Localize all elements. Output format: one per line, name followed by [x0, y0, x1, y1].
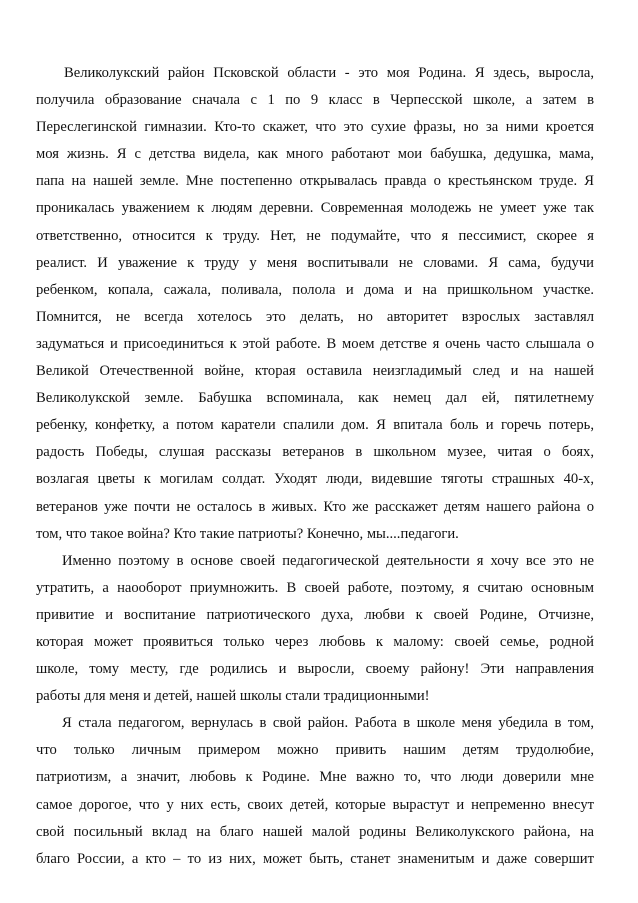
paragraph-1-line-18: том, что такое война? Кто такие патриоты? Конечно, мы....педагоги.: [36, 525, 459, 542]
paragraph-1-line-9: ребенком, копала, сажала, поливала, полола и дома и на пришкольном участке.: [36, 281, 594, 298]
paragraph-3-line-2: что только личным примером можно привить нашим детям трудолюбие,: [36, 742, 594, 759]
paragraph-1-line-7: ответственно, относится к труду. Нет, не подумайте, что я пессимист, скорее я: [36, 227, 594, 244]
paragraph-3-line-5: свой посильный вклад на благо нашей малой родины Великолукского района, на: [36, 823, 594, 840]
paragraph-1-line-14: ребенку, конфетку, а потом каратели спалили дом. Я впитала боль и горечь потерь,: [36, 417, 594, 434]
paragraph-1-line-11: задуматься и присоединиться к этой работе. В моем детстве я очень часто слышала о: [36, 335, 594, 352]
paragraph-3-line-3: патриотизм, а значит, любовь к Родине. Мне важно то, что люди доверили мне: [36, 769, 594, 786]
paragraph-1-line-16: возлагая цветы к могилам солдат. Уходят люди, видевшие тяготы страшных 40-х,: [36, 471, 594, 488]
paragraph-1-line-13: Великолукской земле. Бабушка вспоминала, как немец дал ей, пятилетнему: [36, 390, 594, 407]
paragraph-1-line-5: папа на нашей земле. Мне постепенно открывалась правда о крестьянском труде. Я: [36, 173, 594, 190]
paragraph-1-line-12: Великой Отечественной войне, кторая оставила неизгладимый след и на нашей: [36, 363, 594, 380]
paragraph-1-line-1: Великолукский район Псковской области - это моя Родина. Я здесь, выросла,: [64, 65, 594, 81]
paragraph-2-line-1: Именно поэтому в основе своей педагогической деятельности я хочу все это не: [62, 552, 594, 569]
paragraph-1-line-6: проникалась уважением к людям деревни. Современная молодежь не умеет уже так: [36, 200, 594, 217]
paragraph-1-line-17: ветеранов уже почти не осталось в живых. Кто же расскажет детям нашего района о: [36, 498, 594, 515]
paragraph-1-line-10: Помнится, не всегда хотелось это делать, но авторитет взрослых заставлял: [36, 308, 594, 325]
paragraph-1-line-8: реалист. И уважение к труду у меня воспитывали не словами. Я сама, будучи: [36, 254, 594, 271]
paragraph-2-line-6: работы для меня и детей, нашей школы стали традиционными!: [36, 688, 430, 705]
paragraph-3-line-1: Я стала педагогом, вернулась в свой район. Работа в школе меня убедила в том,: [62, 715, 594, 732]
paragraph-3-line-4: самое дорогое, что у них есть, своих детей, которые вырастут и непременно внесут: [36, 796, 594, 813]
paragraph-1-line-3: Переслегинской гимназии. Кто-то скажет, что это сухие фразы, но за ними кроется: [36, 119, 594, 136]
paragraph-1-line-4: моя жизнь. Я с детства видела, как много работают мои бабушка, дедушка, мама,: [36, 146, 594, 163]
paragraph-1-line-15: радость Победы, слушая рассказы ветеранов в школьном музее, читая о боях,: [36, 444, 594, 461]
document-page: [36, 60, 594, 873]
paragraph-3-line-6: благо России, а кто – то из них, может быть, станет знаменитым и даже совершит: [36, 850, 594, 867]
paragraph-2-line-5: школе, тому месту, где родились и выросли, своему району! Эти направления: [36, 661, 594, 678]
paragraph-2-line-3: привитие и воспитание патриотического духа, любви к своей Родине, Отчизне,: [36, 606, 594, 623]
paragraph-1-line-2: получила образование сначала с 1 по 9 класс в Черпесской школе, а затем в: [36, 92, 594, 109]
paragraph-2-line-4: которая может проявиться только через любовь к малому: своей семье, родной: [36, 633, 594, 650]
paragraph-2-line-2: утратить, а наооборот приумножить. В своей работе, поэтому, я считаю основным: [36, 579, 594, 596]
